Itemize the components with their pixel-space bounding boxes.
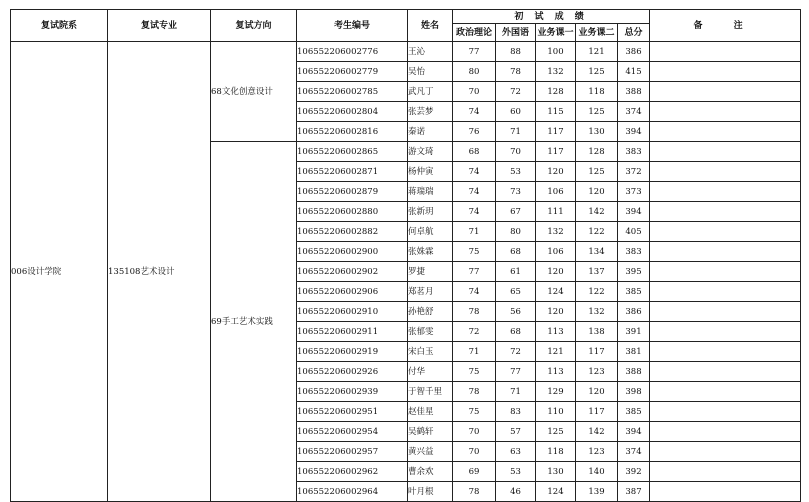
course2-score-cell: 122 [576, 222, 618, 242]
politics-score-cell: 75 [453, 362, 496, 382]
course2-score-cell: 121 [576, 42, 618, 62]
politics-score-cell: 72 [453, 322, 496, 342]
name-cell: 张新玥 [408, 202, 453, 222]
remark-cell [650, 122, 801, 142]
politics-score-cell: 70 [453, 422, 496, 442]
course2-score-cell: 117 [576, 402, 618, 422]
foreign-language-score-cell: 67 [496, 202, 536, 222]
course1-score-cell: 120 [536, 302, 576, 322]
total-score-cell: 392 [618, 462, 650, 482]
course1-score-cell: 110 [536, 402, 576, 422]
college-cell: 006设计学院 [11, 42, 108, 502]
total-score-cell: 374 [618, 102, 650, 122]
remark-cell [650, 462, 801, 482]
name-cell: 于智千里 [408, 382, 453, 402]
name-cell: 秦诺 [408, 122, 453, 142]
course2-score-cell: 139 [576, 482, 618, 502]
header-course2: 业务课二 [576, 24, 618, 42]
remark-cell [650, 42, 801, 62]
exam-id-cell: 106552206002957 [297, 442, 408, 462]
foreign-language-score-cell: 57 [496, 422, 536, 442]
exam-id-cell: 106552206002919 [297, 342, 408, 362]
remark-cell [650, 242, 801, 262]
name-cell: 叶月根 [408, 482, 453, 502]
politics-score-cell: 74 [453, 162, 496, 182]
course2-score-cell: 120 [576, 182, 618, 202]
header-initial-scores: 初 试 成 绩 [453, 10, 650, 24]
politics-score-cell: 74 [453, 182, 496, 202]
foreign-language-score-cell: 53 [496, 162, 536, 182]
course2-score-cell: 125 [576, 62, 618, 82]
direction-cell: 69手工艺术实践 [211, 142, 297, 502]
politics-score-cell: 71 [453, 342, 496, 362]
name-cell: 游文琦 [408, 142, 453, 162]
exam-id-cell: 106552206002910 [297, 302, 408, 322]
foreign-language-score-cell: 71 [496, 382, 536, 402]
total-score-cell: 381 [618, 342, 650, 362]
exam-id-cell: 106552206002865 [297, 142, 408, 162]
remark-cell [650, 442, 801, 462]
exam-id-cell: 106552206002964 [297, 482, 408, 502]
total-score-cell: 394 [618, 202, 650, 222]
remark-cell [650, 482, 801, 502]
course1-score-cell: 121 [536, 342, 576, 362]
course2-score-cell: 123 [576, 442, 618, 462]
course2-score-cell: 122 [576, 282, 618, 302]
name-cell: 孙艳舒 [408, 302, 453, 322]
header-total: 总分 [618, 24, 650, 42]
remark-cell [650, 182, 801, 202]
course2-score-cell: 123 [576, 362, 618, 382]
admission-score-table [10, 9, 801, 502]
name-cell: 郑茗月 [408, 282, 453, 302]
course1-score-cell: 132 [536, 222, 576, 242]
remark-cell [650, 62, 801, 82]
exam-id-cell: 106552206002939 [297, 382, 408, 402]
total-score-cell: 415 [618, 62, 650, 82]
course1-score-cell: 113 [536, 322, 576, 342]
politics-score-cell: 70 [453, 442, 496, 462]
exam-id-cell: 106552206002880 [297, 202, 408, 222]
total-score-cell: 405 [618, 222, 650, 242]
name-cell: 何卓航 [408, 222, 453, 242]
name-cell: 王沁 [408, 42, 453, 62]
header-exam-id: 考生编号 [297, 10, 408, 42]
politics-score-cell: 69 [453, 462, 496, 482]
total-score-cell: 386 [618, 302, 650, 322]
course2-score-cell: 142 [576, 422, 618, 442]
course2-score-cell: 134 [576, 242, 618, 262]
politics-score-cell: 77 [453, 262, 496, 282]
name-cell: 赵佳星 [408, 402, 453, 422]
foreign-language-score-cell: 68 [496, 242, 536, 262]
foreign-language-score-cell: 68 [496, 322, 536, 342]
remark-cell [650, 402, 801, 422]
exam-id-cell: 106552206002871 [297, 162, 408, 182]
name-cell: 张姝霖 [408, 242, 453, 262]
table-body [11, 42, 801, 502]
foreign-language-score-cell: 60 [496, 102, 536, 122]
exam-id-cell: 106552206002879 [297, 182, 408, 202]
politics-score-cell: 78 [453, 482, 496, 502]
foreign-language-score-cell: 70 [496, 142, 536, 162]
total-score-cell: 394 [618, 422, 650, 442]
course1-score-cell: 106 [536, 182, 576, 202]
course1-score-cell: 124 [536, 282, 576, 302]
course1-score-cell: 118 [536, 442, 576, 462]
foreign-language-score-cell: 88 [496, 42, 536, 62]
header-foreign-language: 外国语 [496, 24, 536, 42]
total-score-cell: 386 [618, 42, 650, 62]
course2-score-cell: 140 [576, 462, 618, 482]
total-score-cell: 374 [618, 442, 650, 462]
total-score-cell: 383 [618, 242, 650, 262]
course2-score-cell: 125 [576, 162, 618, 182]
course1-score-cell: 120 [536, 262, 576, 282]
direction-cell: 68文化创意设计 [211, 42, 297, 142]
foreign-language-score-cell: 56 [496, 302, 536, 322]
course1-score-cell: 128 [536, 82, 576, 102]
exam-id-cell: 106552206002926 [297, 362, 408, 382]
major-cell: 135108艺术设计 [108, 42, 211, 502]
total-score-cell: 388 [618, 362, 650, 382]
foreign-language-score-cell: 61 [496, 262, 536, 282]
name-cell: 黄兴益 [408, 442, 453, 462]
total-score-cell: 372 [618, 162, 650, 182]
name-cell: 付华 [408, 362, 453, 382]
course1-score-cell: 113 [536, 362, 576, 382]
foreign-language-score-cell: 78 [496, 62, 536, 82]
remark-cell [650, 162, 801, 182]
foreign-language-score-cell: 65 [496, 282, 536, 302]
politics-score-cell: 78 [453, 302, 496, 322]
course1-score-cell: 124 [536, 482, 576, 502]
exam-id-cell: 106552206002776 [297, 42, 408, 62]
exam-id-cell: 106552206002900 [297, 242, 408, 262]
exam-id-cell: 106552206002906 [297, 282, 408, 302]
remark-cell [650, 342, 801, 362]
name-cell: 吴鹤轩 [408, 422, 453, 442]
exam-id-cell: 106552206002882 [297, 222, 408, 242]
politics-score-cell: 75 [453, 242, 496, 262]
name-cell: 吴怡 [408, 62, 453, 82]
total-score-cell: 385 [618, 282, 650, 302]
remark-cell [650, 302, 801, 322]
total-score-cell: 385 [618, 402, 650, 422]
course1-score-cell: 117 [536, 142, 576, 162]
header-direction: 复试方向 [211, 10, 297, 42]
politics-score-cell: 74 [453, 102, 496, 122]
total-score-cell: 398 [618, 382, 650, 402]
course1-score-cell: 111 [536, 202, 576, 222]
header-remarks: 备 注 [650, 10, 801, 42]
course2-score-cell: 128 [576, 142, 618, 162]
total-score-cell: 387 [618, 482, 650, 502]
course2-score-cell: 137 [576, 262, 618, 282]
foreign-language-score-cell: 53 [496, 462, 536, 482]
course1-score-cell: 125 [536, 422, 576, 442]
remark-cell [650, 362, 801, 382]
politics-score-cell: 75 [453, 402, 496, 422]
politics-score-cell: 70 [453, 82, 496, 102]
exam-id-cell: 106552206002804 [297, 102, 408, 122]
table-row [11, 42, 801, 62]
total-score-cell: 373 [618, 182, 650, 202]
exam-id-cell: 106552206002785 [297, 82, 408, 102]
remark-cell [650, 262, 801, 282]
remark-cell [650, 282, 801, 302]
course2-score-cell: 132 [576, 302, 618, 322]
remark-cell [650, 322, 801, 342]
header-course1: 业务课一 [536, 24, 576, 42]
exam-id-cell: 106552206002911 [297, 322, 408, 342]
remark-cell [650, 382, 801, 402]
course1-score-cell: 100 [536, 42, 576, 62]
header-major: 复试专业 [108, 10, 211, 42]
politics-score-cell: 78 [453, 382, 496, 402]
total-score-cell: 383 [618, 142, 650, 162]
exam-id-cell: 106552206002779 [297, 62, 408, 82]
foreign-language-score-cell: 77 [496, 362, 536, 382]
exam-id-cell: 106552206002951 [297, 402, 408, 422]
politics-score-cell: 76 [453, 122, 496, 142]
course1-score-cell: 129 [536, 382, 576, 402]
course1-score-cell: 132 [536, 62, 576, 82]
course1-score-cell: 120 [536, 162, 576, 182]
foreign-language-score-cell: 72 [496, 342, 536, 362]
course2-score-cell: 130 [576, 122, 618, 142]
politics-score-cell: 80 [453, 62, 496, 82]
total-score-cell: 391 [618, 322, 650, 342]
course2-score-cell: 125 [576, 102, 618, 122]
header-name: 姓名 [408, 10, 453, 42]
course2-score-cell: 120 [576, 382, 618, 402]
course1-score-cell: 117 [536, 122, 576, 142]
header-college: 复试院系 [11, 10, 108, 42]
course1-score-cell: 106 [536, 242, 576, 262]
header-politics: 政治理论 [453, 24, 496, 42]
name-cell: 张郁雯 [408, 322, 453, 342]
name-cell: 宋白玉 [408, 342, 453, 362]
politics-score-cell: 68 [453, 142, 496, 162]
table-header [11, 10, 801, 42]
course2-score-cell: 118 [576, 82, 618, 102]
foreign-language-score-cell: 46 [496, 482, 536, 502]
exam-id-cell: 106552206002954 [297, 422, 408, 442]
total-score-cell: 395 [618, 262, 650, 282]
politics-score-cell: 74 [453, 282, 496, 302]
remark-cell [650, 142, 801, 162]
exam-id-cell: 106552206002962 [297, 462, 408, 482]
exam-id-cell: 106552206002902 [297, 262, 408, 282]
name-cell: 杨仲寅 [408, 162, 453, 182]
politics-score-cell: 71 [453, 222, 496, 242]
politics-score-cell: 74 [453, 202, 496, 222]
foreign-language-score-cell: 63 [496, 442, 536, 462]
remark-cell [650, 202, 801, 222]
remark-cell [650, 82, 801, 102]
foreign-language-score-cell: 72 [496, 82, 536, 102]
course2-score-cell: 138 [576, 322, 618, 342]
total-score-cell: 394 [618, 122, 650, 142]
foreign-language-score-cell: 73 [496, 182, 536, 202]
course1-score-cell: 130 [536, 462, 576, 482]
politics-score-cell: 77 [453, 42, 496, 62]
remark-cell [650, 102, 801, 122]
name-cell: 张芸梦 [408, 102, 453, 122]
foreign-language-score-cell: 83 [496, 402, 536, 422]
total-score-cell: 388 [618, 82, 650, 102]
exam-id-cell: 106552206002816 [297, 122, 408, 142]
name-cell: 蒋瑞瑞 [408, 182, 453, 202]
foreign-language-score-cell: 71 [496, 122, 536, 142]
course2-score-cell: 142 [576, 202, 618, 222]
remark-cell [650, 222, 801, 242]
foreign-language-score-cell: 80 [496, 222, 536, 242]
name-cell: 罗捷 [408, 262, 453, 282]
name-cell: 武凡丁 [408, 82, 453, 102]
remark-cell [650, 422, 801, 442]
course1-score-cell: 115 [536, 102, 576, 122]
name-cell: 曹余欢 [408, 462, 453, 482]
course2-score-cell: 117 [576, 342, 618, 362]
